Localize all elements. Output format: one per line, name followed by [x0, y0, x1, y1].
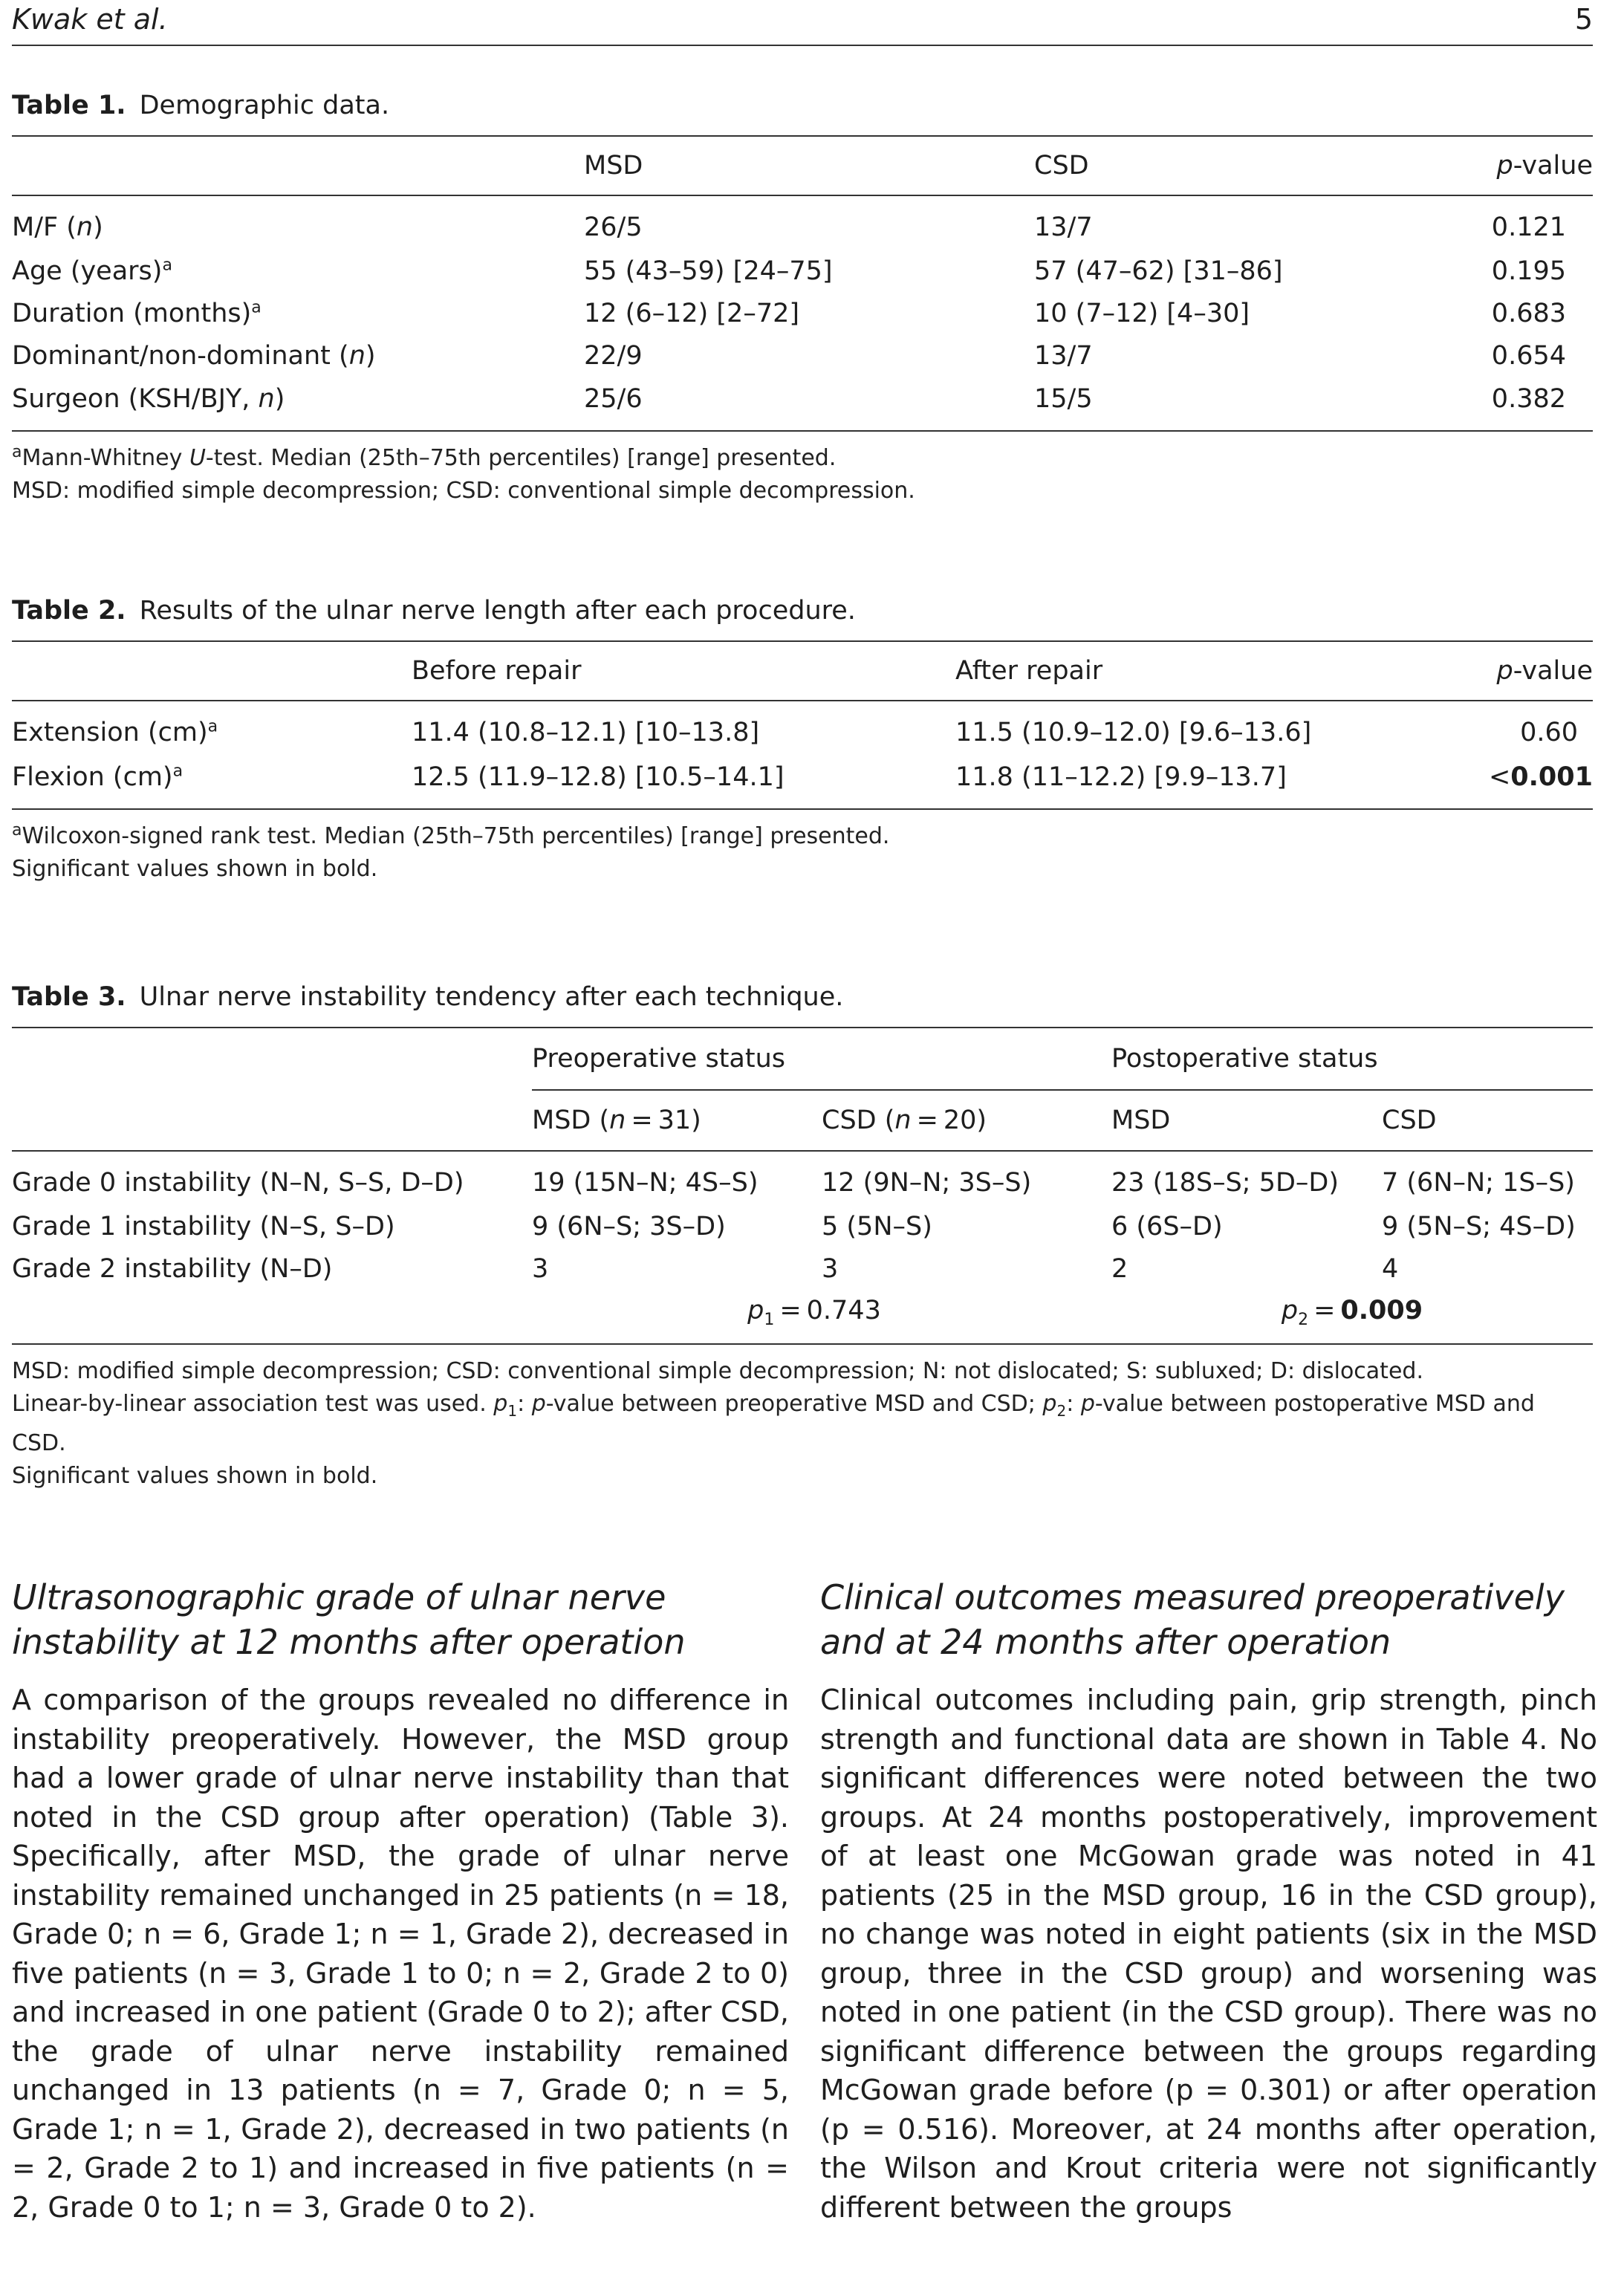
table-1-footnote-abbrev: MSD: modified simple decompression; CSD: conventional simple decompression. — [12, 478, 915, 504]
table-row — [12, 701, 1593, 755]
table-1-label: Table 1. — [12, 91, 126, 120]
cell-post-csd: 7 (6N–N; 1S–S) — [1382, 1168, 1575, 1198]
table-1-header-csd: CSD — [1034, 151, 1089, 181]
table-3-group-preoperative: Preoperative status — [532, 1028, 1097, 1090]
cell-before: 11.4 (10.8–12.1) [10–13.8] — [412, 718, 760, 747]
table-3-group-postoperative: Postoperative status — [1097, 1028, 1593, 1090]
section-heading-ultrasonographic: Ultrasonographic grade of ulnar nerve instability at 12 months after operation — [12, 1577, 686, 1662]
table-3-subheader-post-msd: MSD — [1111, 1106, 1171, 1135]
table-row — [12, 1151, 1593, 1205]
running-head-author: Kwak et al. — [12, 3, 168, 36]
section-body-clinical-outcomes: Clinical outcomes including pain, grip strength, pinch strength and functional data are shown in Table 4. No significant differences were noted between the two groups. At 24 months postoperatively, improvement of at least one McGowan grade was noted in 41 patients (25 in the MSD group, 16 in the CSD group), no change was noted in eight patients (six in the MSD group, three in the CSD group) and worsening was noted in one patient (in the CSD group). There was no significant difference between the groups regarding McGowan grade before (p = 0.301) or after operation (p = 0.516). Moreover, at 24 months after operation, the Wilson and Krout criteria were not significantly different between the groups — [820, 1684, 1597, 2224]
table-2-header-after: After repair — [955, 656, 1103, 686]
cell-csd: 13/7 — [1034, 212, 1093, 242]
table-3-subheader-pre-csd: CSD (n = 20) — [822, 1106, 987, 1135]
table-1-title: Demographic data. — [139, 91, 390, 120]
cell-csd: 13/7 — [1034, 340, 1093, 371]
table-row-pvalues — [12, 1290, 1593, 1344]
cell-pvalue: 0.654 — [1491, 340, 1566, 371]
cell-pvalue: 0.60 — [1520, 718, 1578, 747]
table-row — [12, 334, 1593, 377]
running-head — [12, 0, 1593, 46]
table-2-footnote-bold: Significant values shown in bold. — [12, 856, 378, 882]
table-1-block — [12, 91, 1593, 507]
table-3 — [12, 1027, 1593, 1345]
table-2-header-before: Before repair — [412, 656, 582, 686]
table-3-footnote-test: Linear-by-linear association test was used. $p_1$: p-value between preoperative MSD and CSD; $p_2$: p-value between postoperative MSD and CSD. — [12, 1391, 1535, 1456]
table-2-block — [12, 596, 1593, 886]
section-body-ultrasonographic: A comparison of the groups revealed no difference in instability preoperatively. However, the MSD group had a lower grade of ulnar nerve instability than that noted in the CSD group after operation) (Table 3). Specifically, after MSD, the grade of ulnar nerve instability remained unchanged in 25 patients (n = 18, Grade 0; n = 6, Grade 1; n = 1, Grade 2), decreased in five patients (n = 3, Grade 1 to 0; n = 2, Grade 2 to 0) and increased in one patient (Grade 0 to 2); after CSD, the grade of ulnar nerve instability remained unchanged in 13 patients (n = 7, Grade 0; n = 5, Grade 1; n = 1, Grade 2), decreased in two patients (n = 2, Grade 2 to 1) and increased in five patients (n = 2, Grade 0 to 1; n = 3, Grade 0 to 2). — [12, 1684, 789, 2224]
table-3-caption — [12, 982, 1593, 1012]
row-label: Flexion (cm)$^a$ — [12, 762, 183, 792]
table-2 — [12, 640, 1593, 810]
table-row — [12, 1247, 1593, 1290]
cell-post-csd: 4 — [1382, 1253, 1399, 1284]
cell-after: 11.5 (10.9–12.0) [9.6–13.6] — [955, 718, 1312, 747]
row-label: Grade 2 instability (N–D) — [12, 1253, 333, 1284]
table-1 — [12, 135, 1593, 432]
table-1-header-pvalue: p-value — [1496, 151, 1593, 181]
table-3-title: Ulnar nerve instability tendency after each technique. — [139, 982, 844, 1012]
row-label: Grade 1 instability (N–S, S–D) — [12, 1211, 395, 1242]
cell-pre-csd: 5 (5N–S) — [822, 1211, 932, 1242]
table-3-subheader-pre-msd: MSD (n = 31) — [532, 1106, 701, 1135]
cell-pvalue: 0.382 — [1491, 384, 1566, 414]
cell-pvalue: <0.001 — [1488, 762, 1593, 792]
journal-page — [12, 0, 1597, 2272]
table-3-footnote-abbrev: MSD: modified simple decompression; CSD: conventional simple decompression; N: not dislocated; S: subluxed; D: dislocated. — [12, 1358, 1423, 1384]
cell-msd: 26/5 — [584, 212, 643, 242]
cell-msd: 25/6 — [584, 384, 643, 414]
cell-pre-msd: 19 (15N–N; 4S–S) — [532, 1168, 759, 1198]
table-1-header-blank — [12, 136, 584, 195]
table-row — [12, 292, 1593, 334]
section-heading-clinical-outcomes: Clinical outcomes measured preoperatively and at 24 months after operation — [820, 1577, 1565, 1662]
table-row — [12, 755, 1593, 809]
cell-csd: 10 (7–12) [4–30] — [1034, 298, 1250, 328]
cell-before: 12.5 (11.9–12.8) [10.5–14.1] — [412, 762, 785, 792]
table-1-footnote-a: $^a$Mann-Whitney U-test. Median (25th–75th percentiles) [range] presented. — [12, 443, 837, 471]
cell-csd: 57 (47–62) [31–86] — [1034, 256, 1283, 286]
row-label: M/F (n) — [12, 212, 103, 242]
table-2-header-pvalue: p-value — [1496, 656, 1593, 686]
row-label: Surgeon (KSH/BJY, n) — [12, 384, 285, 414]
table-2-footnotes — [12, 820, 1593, 886]
p1-value: $p_1 = 0.743$ — [747, 1295, 881, 1329]
cell-after: 11.8 (11–12.2) [9.9–13.7] — [955, 762, 1287, 792]
row-label: Grade 0 instability (N–N, S–S, D–D) — [12, 1168, 464, 1198]
table-row — [12, 195, 1593, 250]
table-2-caption — [12, 596, 1593, 626]
cell-csd: 15/5 — [1034, 384, 1093, 414]
table-2-header-blank — [12, 641, 412, 701]
cell-post-msd: 23 (18S–S; 5D–D) — [1111, 1168, 1339, 1198]
p2-value: $p_2 = 0.009$ — [1281, 1295, 1423, 1329]
cell-msd: 55 (43–59) [24–75] — [584, 256, 833, 286]
right-column — [820, 1575, 1597, 2227]
cell-msd: 22/9 — [584, 340, 643, 371]
table-3-block — [12, 982, 1593, 1493]
cell-pvalue: 0.121 — [1491, 212, 1566, 242]
cell-post-csd: 9 (5N–S; 4S–D) — [1382, 1211, 1576, 1242]
table-row — [12, 1205, 1593, 1247]
table-3-footnotes — [12, 1355, 1593, 1493]
cell-pvalue: 0.683 — [1491, 298, 1566, 328]
table-2-label: Table 2. — [12, 596, 126, 626]
table-2-title: Results of the ulnar nerve length after each procedure. — [139, 596, 856, 626]
page-number: 5 — [1574, 3, 1593, 36]
cell-pre-msd: 3 — [532, 1253, 549, 1284]
cell-post-msd: 2 — [1111, 1253, 1128, 1284]
left-column — [12, 1575, 789, 2227]
cell-pre-msd: 9 (6N–S; 3S–D) — [532, 1211, 726, 1242]
table-row — [12, 377, 1593, 431]
cell-msd: 12 (6–12) [2–72] — [584, 298, 800, 328]
table-row — [12, 250, 1593, 292]
table-3-label: Table 3. — [12, 982, 126, 1012]
table-3-subheader-post-csd: CSD — [1382, 1106, 1437, 1135]
table-1-footnotes — [12, 442, 1593, 507]
cell-pre-csd: 12 (9N–N; 3S–S) — [822, 1168, 1032, 1198]
row-label: Extension (cm)$^a$ — [12, 717, 218, 747]
row-label: Duration (months)$^a$ — [12, 297, 262, 328]
row-label: Age (years)$^a$ — [12, 255, 172, 286]
row-label: Dominant/non-dominant (n) — [12, 340, 376, 371]
table-1-caption — [12, 91, 1593, 120]
table-2-footnote-a: $^a$Wilcoxon-signed rank test. Median (25th–75th percentiles) [range] presented. — [12, 821, 890, 849]
table-3-footnote-bold: Significant values shown in bold. — [12, 1463, 378, 1489]
cell-post-msd: 6 (6S–D) — [1111, 1211, 1223, 1242]
cell-pre-csd: 3 — [822, 1253, 839, 1284]
cell-pvalue: 0.195 — [1491, 256, 1566, 286]
table-1-header-msd: MSD — [584, 151, 643, 181]
